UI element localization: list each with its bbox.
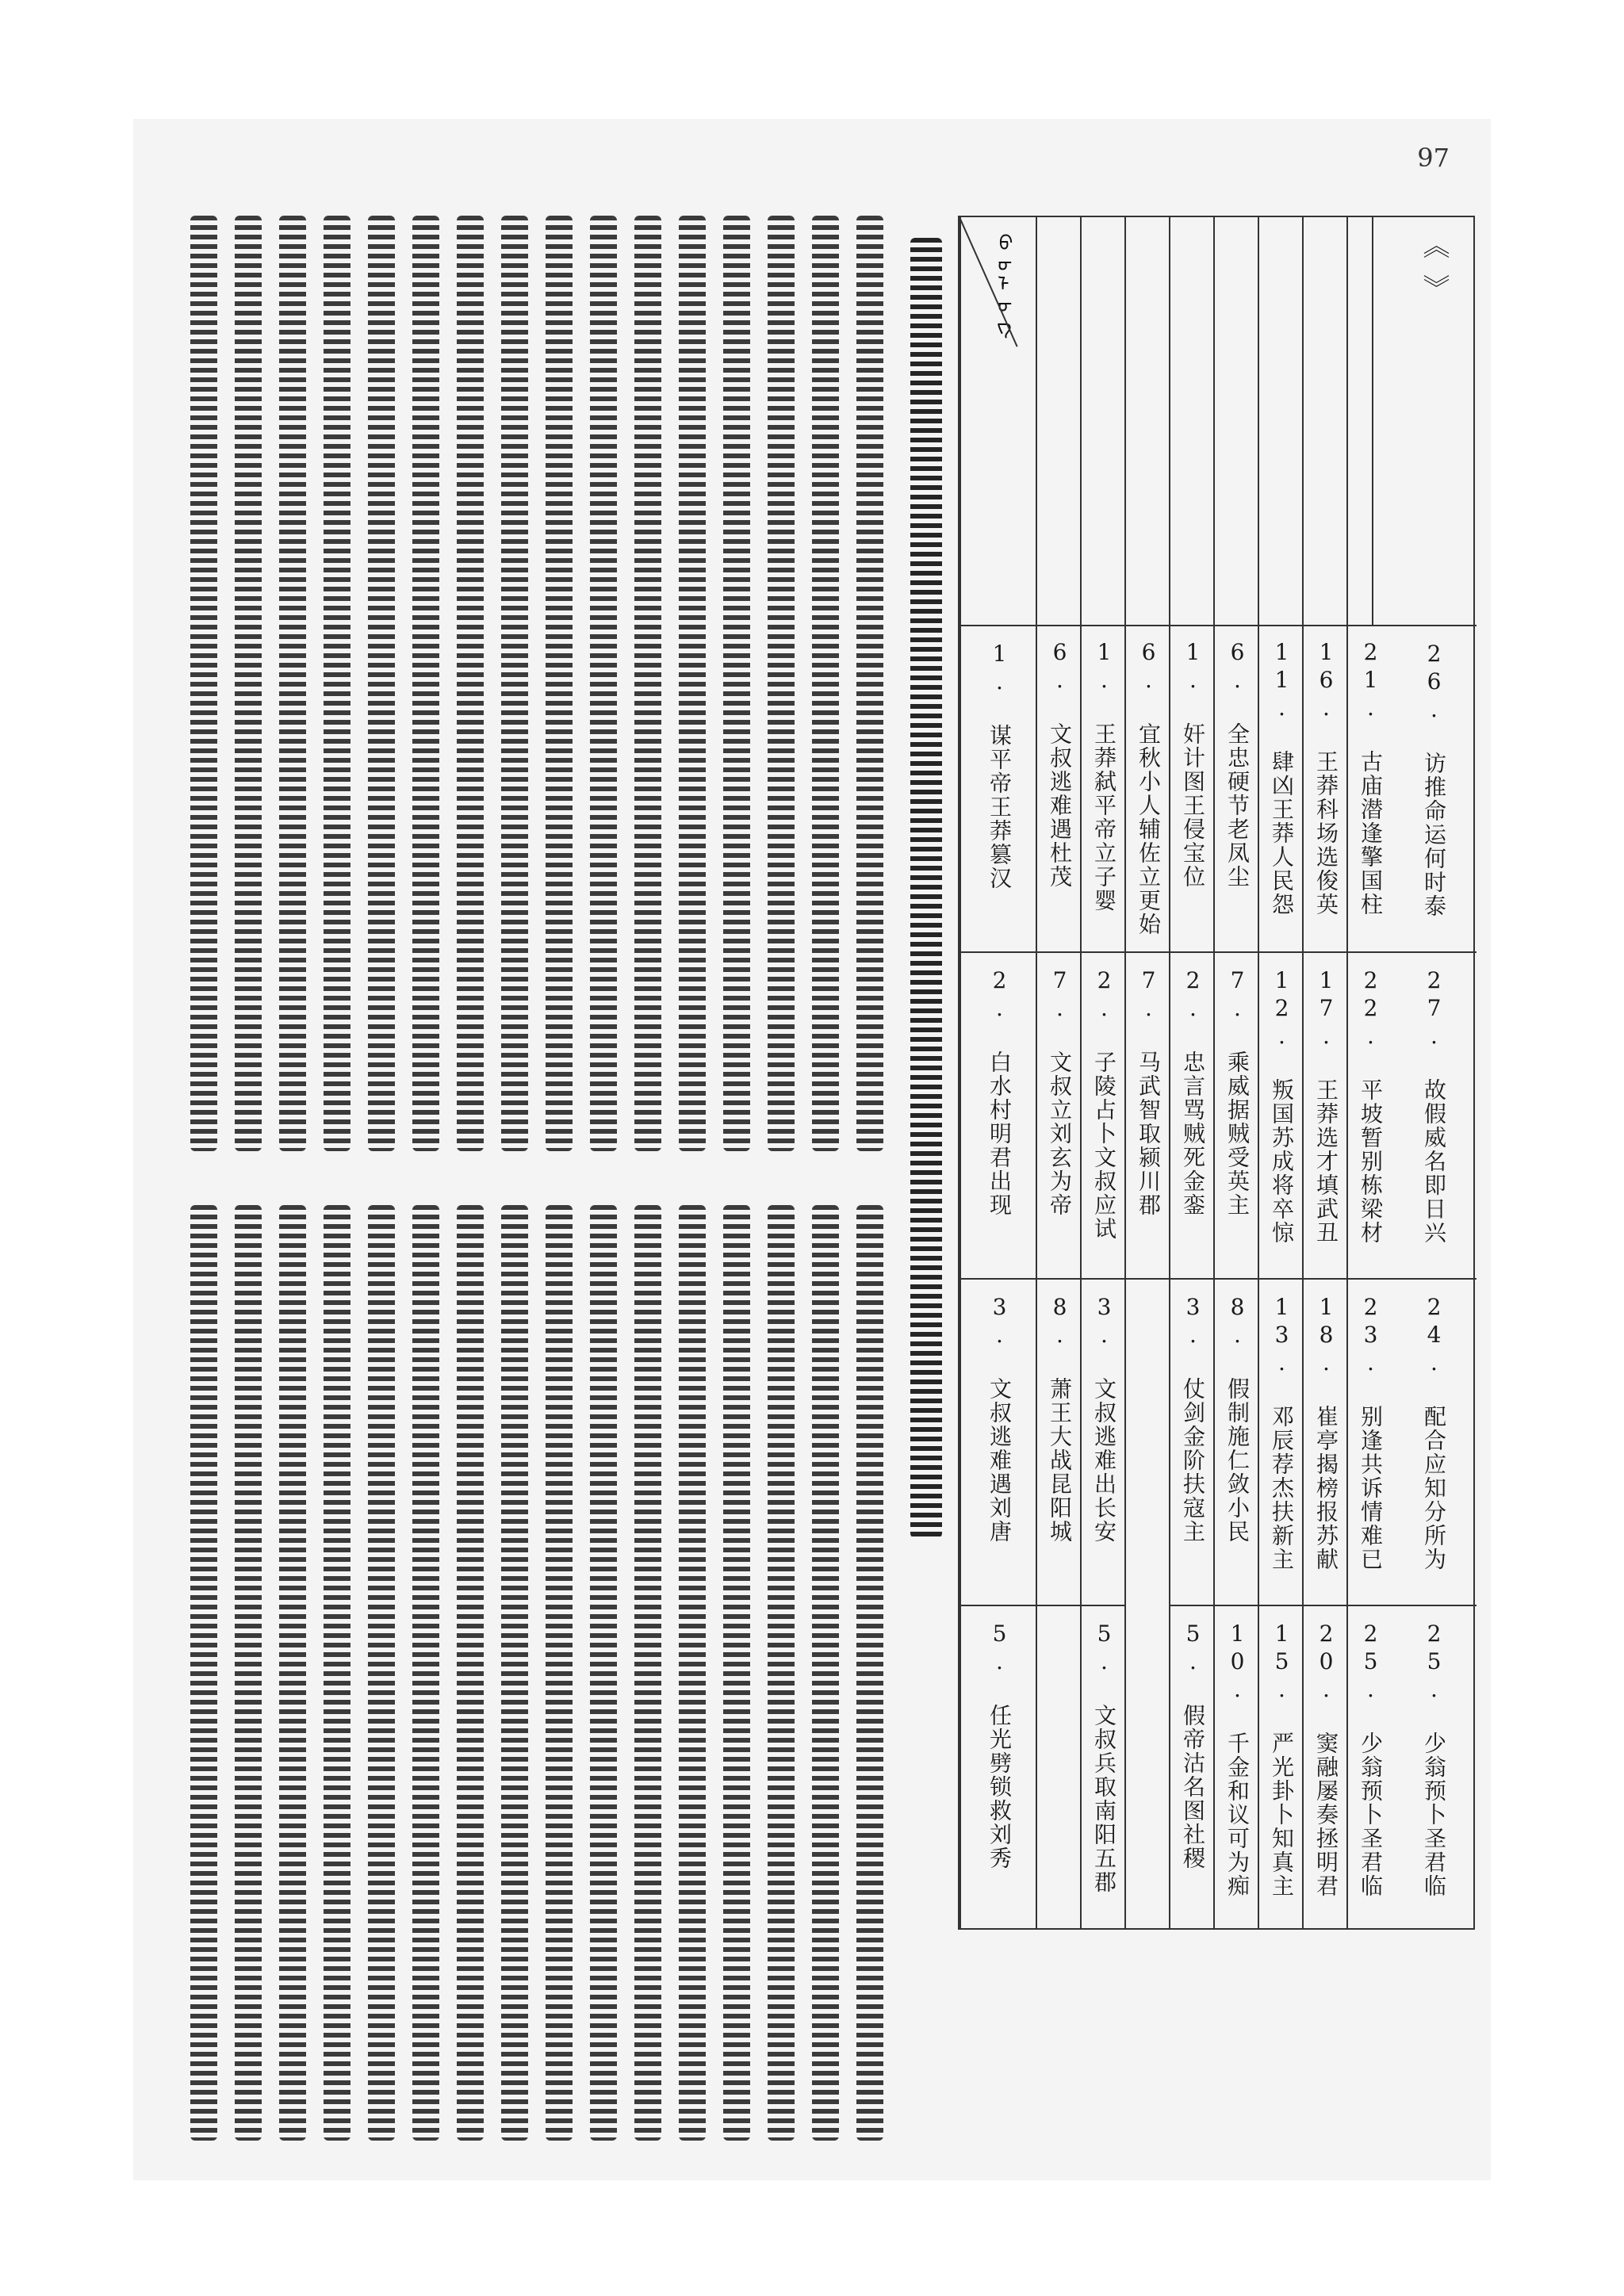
table-col xyxy=(1346,217,1392,1928)
table-cell xyxy=(1037,951,1082,1278)
table-corner-label: ᠪᠦᠯᠦᠭ xyxy=(987,232,1011,335)
mongolian-text-line xyxy=(190,216,217,1151)
mongolian-text-line xyxy=(546,216,573,1151)
table-cell-text: 5. 任光劈锁救刘秀 xyxy=(986,1621,1013,1870)
mongolian-text-line xyxy=(279,216,306,1151)
table-cell-text: 11. 肆凶王莽人民怨 xyxy=(1269,639,1295,916)
chapter-title-table xyxy=(958,216,1475,1930)
mongolian-text-line xyxy=(634,1205,661,2141)
table-cell xyxy=(1037,1278,1082,1605)
table-cell-text: 25. 少翁预卜圣君临 xyxy=(1358,1621,1384,1898)
mongolian-text-line xyxy=(457,1205,484,2141)
table-cell-text: 6. 全忠硬节老凤尘 xyxy=(1224,639,1251,889)
table-cell xyxy=(1348,625,1392,951)
table-cell-text: 10. 千金和议可为痴 xyxy=(1224,1621,1251,1898)
table-cell-text: 25. 少翁预卜圣君临 xyxy=(1421,1621,1447,1898)
table-cell xyxy=(1304,951,1348,1278)
table-cell xyxy=(1259,625,1304,951)
table-cell xyxy=(1082,1278,1126,1605)
table-cell-text: 18. 崔亭揭榜报苏献 xyxy=(1313,1294,1339,1571)
mongolian-text-line xyxy=(768,216,795,1151)
table-cell xyxy=(961,1278,1037,1605)
table-cell xyxy=(1037,1605,1082,1931)
mongolian-text-line xyxy=(279,1205,306,2141)
table-col xyxy=(1080,217,1126,1928)
table-col xyxy=(1213,217,1259,1928)
mongolian-text-line xyxy=(412,216,439,1151)
mongolian-text-line xyxy=(590,1205,617,2141)
mongolian-text-line xyxy=(457,216,484,1151)
table-cell xyxy=(1215,625,1259,951)
table-cell-text: 2. 子陵占卜文叔应试 xyxy=(1091,967,1117,1241)
table-cell xyxy=(1082,625,1126,951)
table-cell xyxy=(1170,951,1215,1278)
table-cell-text: 3. 文叔逃难出长安 xyxy=(1091,1294,1117,1544)
mongolian-text-line xyxy=(856,216,883,1151)
table-cell xyxy=(1126,625,1170,951)
table-cell-text: 5. 文叔兵取南阳五郡 xyxy=(1091,1621,1117,1894)
table-cell xyxy=(1304,1605,1348,1931)
mongolian-text-line xyxy=(368,1205,395,2141)
table-cell-text: 7. 文叔立刘玄为帝 xyxy=(1047,967,1073,1217)
table-cell-text: 3. 仗剑金阶扶寇主 xyxy=(1180,1294,1206,1544)
table-cell xyxy=(1170,1278,1215,1605)
table-cell-text: 26. 访推命运何时泰 xyxy=(1421,641,1447,918)
table-cell-text: 23. 别逢共诉情难已 xyxy=(1358,1294,1384,1571)
mongolian-text-line xyxy=(812,216,839,1151)
table-cell-text: 8. 假制施仁敛小民 xyxy=(1224,1294,1251,1544)
table-cell-text: 2. 白水村明君出现 xyxy=(986,967,1013,1217)
mongolian-text-line xyxy=(723,216,750,1151)
table-cell xyxy=(1259,1278,1304,1605)
mongolian-text-line xyxy=(368,216,395,1151)
mongolian-text-line xyxy=(723,1205,750,2141)
table-cell xyxy=(1348,951,1392,1278)
table-header-inner-line xyxy=(1372,217,1373,625)
table-cell xyxy=(1391,625,1477,951)
table-cell-text: 8. 萧王大战昆阳城 xyxy=(1047,1294,1073,1544)
table-cell-text: 21. 古庙潜逢擎国柱 xyxy=(1358,639,1384,916)
table-cell xyxy=(1215,1605,1259,1931)
table-col xyxy=(1036,217,1082,1928)
table-cell xyxy=(961,217,1037,625)
table-cell xyxy=(1391,951,1477,1278)
table-cell-text: 6. 宜秋小人辅佐立更始 xyxy=(1136,639,1162,936)
table-cell xyxy=(1082,1605,1126,1931)
table-cell xyxy=(961,625,1037,951)
table-cell xyxy=(1391,217,1477,625)
table-col xyxy=(1124,217,1170,1928)
table-cell-text: 6. 文叔逃难遇杜茂 xyxy=(1047,639,1073,889)
table-cell xyxy=(1126,1278,1170,1931)
table-col xyxy=(1258,217,1304,1928)
table-col xyxy=(1169,217,1215,1928)
table-header-separator xyxy=(959,625,1473,626)
table-cell-text: 24. 配合应知分所为 xyxy=(1421,1294,1447,1571)
table-cell xyxy=(1304,1278,1348,1605)
table-cell-text: 22. 平坡暂别栋梁材 xyxy=(1358,967,1384,1245)
table-cell xyxy=(1215,951,1259,1278)
table-cell-text: 27. 故假威名即日兴 xyxy=(1421,967,1447,1245)
mongolian-text-line xyxy=(412,1205,439,2141)
table-cell xyxy=(1259,1605,1304,1931)
table-cell-text: 2. 忠言骂贼死金銮 xyxy=(1180,967,1206,1217)
table-cell-text: 5. 假帝沽名图社稷 xyxy=(1180,1621,1206,1870)
table-cell-text: 1. 奸计图王侵宝位 xyxy=(1180,639,1206,889)
table-header-mark: 》 xyxy=(1418,274,1450,303)
table-cell-text: 20. 窦融屡奏拯明君 xyxy=(1313,1621,1339,1898)
table-cell-text: 7. 马武智取颍川郡 xyxy=(1136,967,1162,1217)
table-cell xyxy=(1215,1278,1259,1605)
table-cell xyxy=(1037,625,1082,951)
table-header-title: 《 xyxy=(1418,232,1450,260)
table-cell xyxy=(1391,1605,1477,1931)
mongolian-text-line xyxy=(590,216,617,1151)
table-cell xyxy=(1304,625,1348,951)
mongolian-text-line xyxy=(190,1205,217,2141)
mongolian-text-line xyxy=(812,1205,839,2141)
table-cell xyxy=(1259,951,1304,1278)
table-cell-text: 1. 谋平帝王莽篡汉 xyxy=(986,641,1013,890)
table-cell xyxy=(961,951,1037,1278)
table-col xyxy=(1302,217,1348,1928)
mongolian-text-line xyxy=(235,216,262,1151)
table-cell xyxy=(1170,1605,1215,1931)
table-cell-text: 17. 王莽选才填武丑 xyxy=(1313,967,1339,1245)
table-cell xyxy=(1082,951,1126,1278)
table-cell-text: 12. 叛国苏成将卒惊 xyxy=(1269,967,1295,1245)
mongolian-text-line xyxy=(546,1205,573,2141)
table-col xyxy=(959,217,1037,1928)
mongolian-text-line xyxy=(324,216,350,1151)
table-cell xyxy=(1391,1278,1477,1605)
table-cell-text: 15. 严光卦卜知真主 xyxy=(1269,1621,1295,1898)
page-number: 97 xyxy=(1417,143,1450,173)
table-cell xyxy=(1126,951,1170,1278)
table-cell-text: 1. 王莽弑平帝立子婴 xyxy=(1091,639,1117,913)
table-cell xyxy=(1348,1278,1392,1605)
mongolian-text-line xyxy=(856,1205,883,2141)
table-cell-text: 3. 文叔逃难遇刘唐 xyxy=(986,1294,1013,1544)
mongolian-text-line xyxy=(679,216,706,1151)
table-cell-text: 13. 邓辰荐杰扶新主 xyxy=(1269,1294,1295,1571)
mongolian-text-line xyxy=(501,216,528,1151)
mongolian-text-line xyxy=(235,1205,262,2141)
table-cell xyxy=(1348,1605,1392,1931)
table-cell xyxy=(1170,625,1215,951)
table-col xyxy=(1391,217,1477,1928)
mongolian-text-line xyxy=(501,1205,528,2141)
mongolian-text-line xyxy=(324,1205,350,2141)
mongolian-text-line xyxy=(679,1205,706,2141)
table-cell xyxy=(961,1605,1037,1931)
mongolian-text-line xyxy=(634,216,661,1151)
mongolian-heading-line xyxy=(910,238,942,1538)
table-cell-text: 7. 乘威据贼受英主 xyxy=(1224,967,1251,1217)
mongolian-text-line xyxy=(768,1205,795,2141)
table-cell-text: 16. 王莽科场选俊英 xyxy=(1313,639,1339,916)
